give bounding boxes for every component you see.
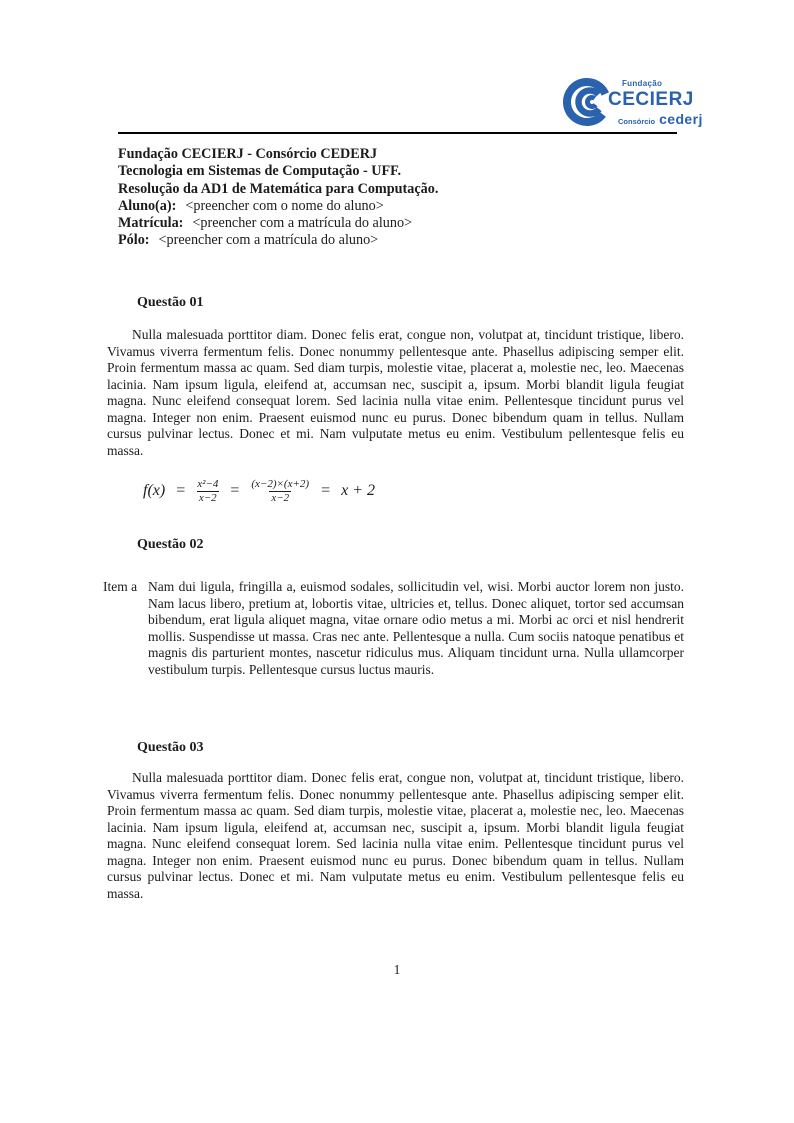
formula-fraction-1 <box>195 478 220 504</box>
formula-fraction-2 <box>249 478 311 504</box>
formula <box>138 474 380 508</box>
formula-fraction-2-numerator: (x−2)×(x+2) <box>251 477 310 490</box>
formula-fraction-1-denominator: x−2 <box>198 491 217 504</box>
formula-fraction-2-denominator: x−2 <box>271 491 290 504</box>
question-2-title: Questão 02 <box>137 537 204 552</box>
nested-c-logo-icon <box>562 76 612 128</box>
item-a-label: Item a <box>103 579 138 594</box>
header-line-title: Resolução da AD1 de Matemática para Computação. <box>118 180 439 197</box>
header-line-course: Tecnologia em Sistemas de Computação - UFF. <box>118 163 402 180</box>
logo-consorcio-row <box>618 112 703 126</box>
field-row-aluno <box>118 198 678 215</box>
field-value-polo: <preencher com a matrícula do aluno> <box>158 232 379 249</box>
question-1-body: Nulla malesuada porttitor diam. Donec felis erat, congue non, volutpat at, tincidunt tristique, libero. Vivamus viverra fermentum felis. Donec nonummy pellentesque ante. Phasellus adipiscing semper elit. Proin fermentum massa ac quam. Sed diam turpis, molestie vitae, placerat a, molestie nec, leo. Maecenas lacinia. Nam ipsum ligula, eleifend at, accumsan nec, suscipit a, ipsum. Morbi blandit ligula feugiat magna. Nunc eleifend consequat lorem. Sed lacinia nulla vitae enim. Pellentesque tincidunt purus vel magna. Integer non enim. Praesent euismod nunc eu purus. Donec bibendum quam in tellus. Nullam cursus pulvinar lectus. Donec et mi. Nam vulputate metus eu enim. Vestibulum pellentesque felis eu massa. <box>107 327 684 458</box>
field-row-polo <box>118 232 678 249</box>
page-number: 1 <box>393 962 401 977</box>
logo-cecierj-label: CECIERJ <box>608 89 694 110</box>
logo-consorcio-label: Consórcio <box>618 117 656 126</box>
question-3-body: Nulla malesuada porttitor diam. Donec felis erat, congue non, volutpat at, tincidunt tristique, libero. Vivamus viverra fermentum felis. Donec nonummy pellentesque ante. Phasellus adipiscing semper elit. Proin fermentum massa ac quam. Sed diam turpis, molestie vitae, placerat a, molestie nec, leo. Maecenas lacinia. Nam ipsum ligula, eleifend at, accumsan nec, suscipit a, ipsum. Morbi blandit ligula feugiat magna. Nunc eleifend consequat lorem. Sed lacinia nulla vitae enim. Pellentesque tincidunt purus vel magna. Integer non enim. Praesent euismod nunc eu purus. Donec bibendum quam in tellus. Nullam cursus pulvinar lectus. Donec et mi. Nam vulputate metus eu enim. Vestibulum pellentesque felis eu massa. <box>107 770 684 901</box>
cecierj-logo <box>562 76 704 134</box>
question-2-item <box>103 579 684 678</box>
formula-rhs: x + 2 <box>341 482 375 499</box>
logo-fundacao-label: Fundação <box>622 79 663 88</box>
document-header <box>118 146 678 250</box>
formula-equals-1: = <box>176 482 186 499</box>
question-1-title: Questão 01 <box>137 295 204 310</box>
header-line-institution: Fundação CECIERJ - Consórcio CEDERJ <box>118 146 378 162</box>
header-divider-rule <box>118 132 677 134</box>
question-2-body: Nam dui ligula, fringilla a, euismod sodales, sollicitudin vel, wisi. Morbi auctor lorem non justo. Nam lacus libero, pretium at, lobortis vitae, ultricies et, tellus. Donec aliquet, tortor sed accumsan bibendum, erat ligula aliquet magna, vitae ornare odio metus a mi. Morbi ac orci et nisl hendrerit mollis. Suspendisse ut massa. Cras nec ante. Pellentesque a nulla. Cum sociis natoque penatibus et magnis dis parturient montes, nascetur ridiculus mus. Aliquam tincidunt urna. Nulla ullamcorper vestibulum turpis. Pellentesque cursus luctus mauris. <box>148 579 684 677</box>
formula-equals-3: = <box>321 482 331 499</box>
field-label-matricula: Matrícula: <box>118 215 184 232</box>
field-row-matricula <box>118 215 678 232</box>
formula-fraction-1-numerator: x²−4 <box>197 477 219 490</box>
field-value-aluno: <preencher com o nome do aluno> <box>185 197 384 214</box>
formula-equals-2: = <box>230 482 240 499</box>
field-value-matricula: <preencher com a matrícula do aluno> <box>192 215 413 232</box>
field-label-aluno: Aluno(a): <box>118 197 177 214</box>
question-3-title: Questão 03 <box>137 740 204 755</box>
formula-lhs: f(x) <box>143 482 166 499</box>
logo-text-block <box>608 76 703 126</box>
field-label-polo: Pólo: <box>118 232 150 249</box>
logo-cederj-label: cederj <box>659 111 703 127</box>
